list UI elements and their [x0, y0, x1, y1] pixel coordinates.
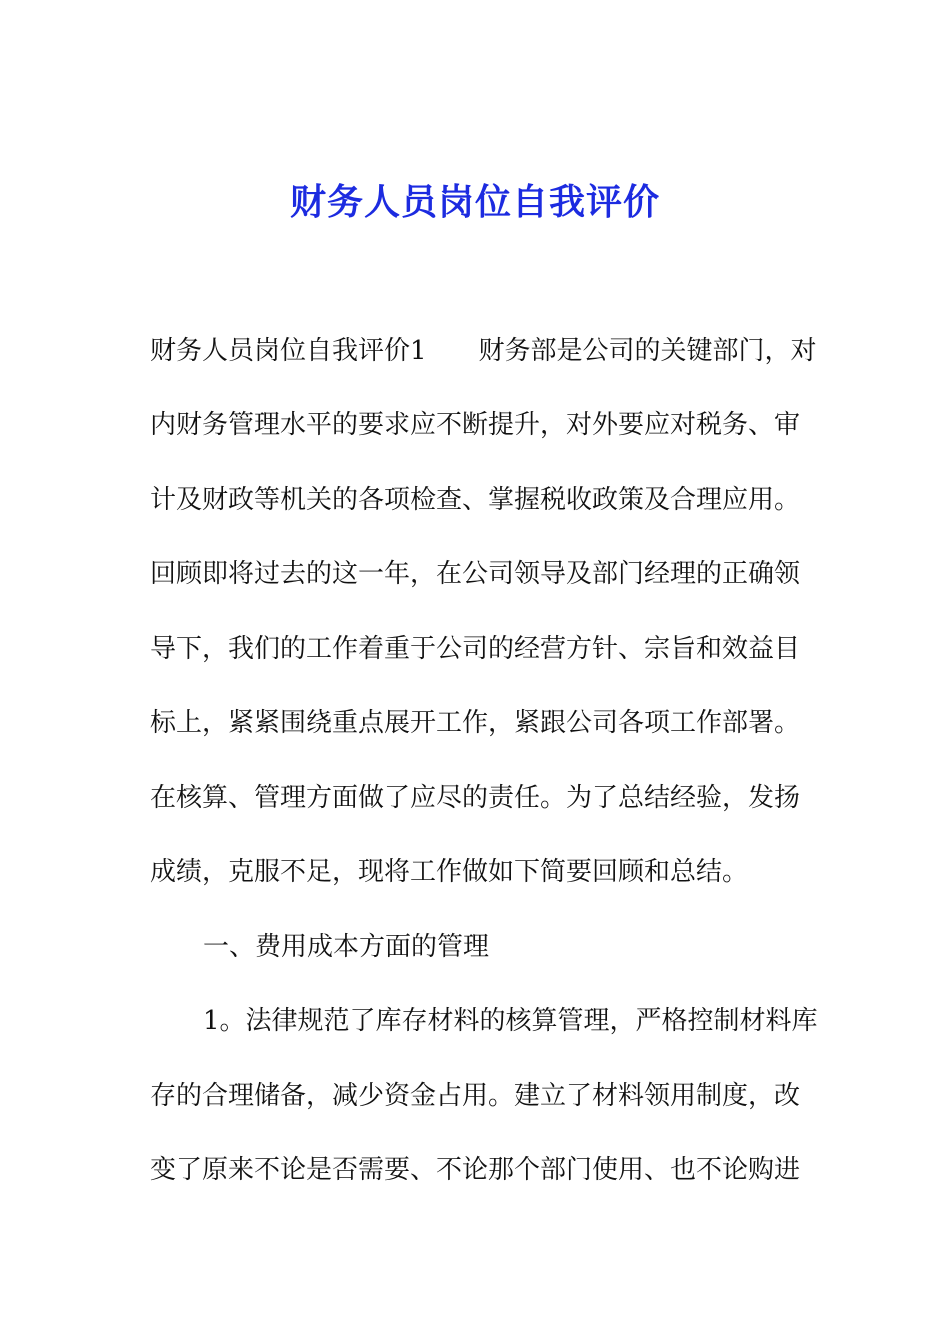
paragraph-line-12: 变了原来不论是否需要、不论那个部门使用、也不论购进: [150, 1155, 801, 1185]
paragraph-line-5: 导下，我们的工作着重于公司的经营方针、宗旨和效益目: [150, 634, 801, 664]
paragraph-line-6: 标上，紧紧围绕重点展开工作，紧跟公司各项工作部署。: [150, 708, 801, 738]
paragraph-line-1: [150, 333, 817, 369]
paragraph-line-8: 成绩，克服不足，现将工作做如下简要回顾和总结。: [150, 857, 749, 887]
paragraph-line-3: 计及财政等机关的各项检查、掌握税收政策及合理应用。: [150, 485, 801, 515]
paragraph-line-7: 在核算、管理方面做了应尽的责任。为了总结经验，发扬: [150, 783, 801, 813]
document-title: 财务人员岗位自我评价: [289, 181, 660, 223]
subheading-line: 一、费用成本方面的管理: [203, 932, 490, 962]
paragraph-line-4: 回顾即将过去的这一年，在公司领导及部门经理的正确领: [150, 559, 801, 589]
paragraph-text: 财务部是公司的关键部门，对: [478, 336, 817, 366]
paragraph-line-10: 1。法律规范了库存材料的核算管理，严格控制材料库: [203, 1006, 818, 1036]
paragraph-line-11: 存的合理储备，减少资金占用。建立了材料领用制度，改: [150, 1081, 801, 1111]
paragraph-line-2: 内财务管理水平的要求应不断提升，对外要应对税务、审: [150, 410, 801, 440]
section-heading: 财务人员岗位自我评价1: [150, 336, 427, 366]
